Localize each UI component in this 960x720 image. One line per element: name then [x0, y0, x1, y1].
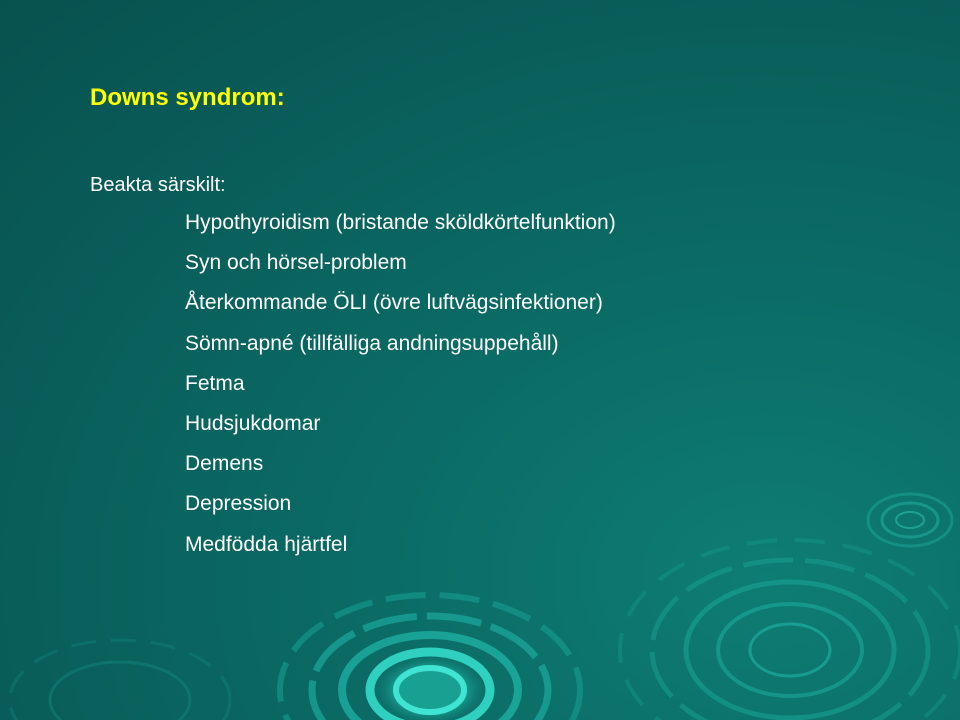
- list-item: Återkommande ÖLI (övre luftvägsinfektioner): [185, 291, 603, 315]
- list-item: Syn och hörsel-problem: [185, 251, 407, 275]
- ripple-small: [868, 494, 952, 546]
- condition-list: [185, 209, 616, 571]
- intro-text: Beakta särskilt:: [90, 174, 226, 196]
- ripple-main: [280, 595, 580, 720]
- list-item: Hudsjukdomar: [185, 411, 321, 435]
- ripple-right: [620, 540, 960, 720]
- slide-title: Downs syndrom:: [90, 84, 285, 111]
- ripple-left: [10, 640, 230, 720]
- list-item: Medfödda hjärtfel: [185, 532, 348, 556]
- list-item: Hypothyroidism (bristande sköldkörtelfunktion): [185, 211, 616, 234]
- list-item: Fetma: [185, 371, 245, 395]
- list-item: Demens: [185, 452, 264, 476]
- list-item: Depression: [185, 492, 292, 516]
- list-item: Sömn-apné (tillfälliga andningsuppehåll): [185, 331, 559, 355]
